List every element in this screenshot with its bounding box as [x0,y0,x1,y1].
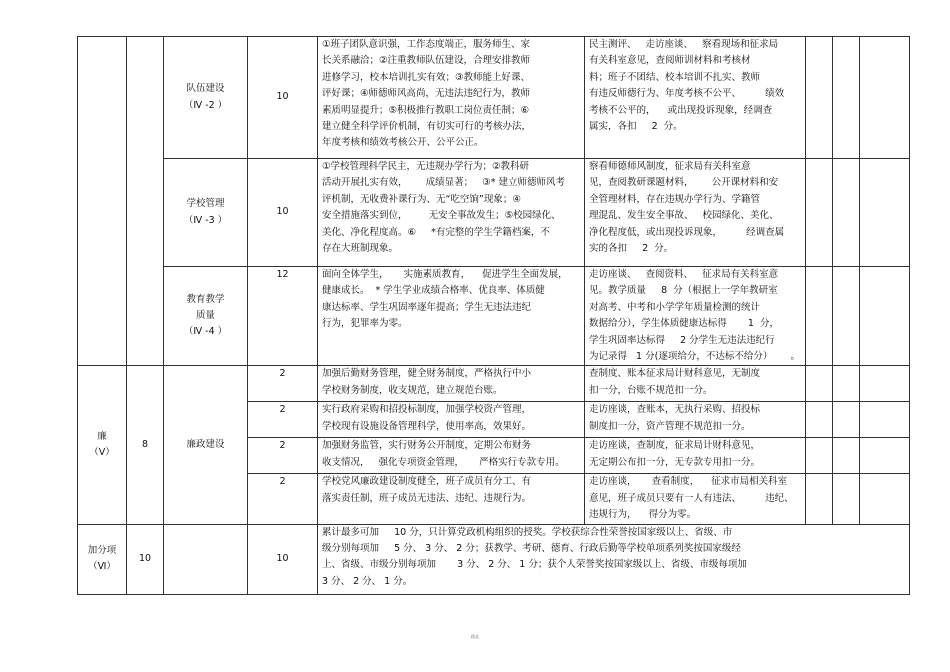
item-score: 2 [248,402,318,438]
item-score: 10 [248,159,318,267]
standard-text: 加强后勤财务管理，健全财务制度，严格执行中小 学校财务制度，收支规范，建立规范台账。 [318,366,585,402]
method-text: 走访座谈，查账本，无执行采购、招投标 制度扣一分，资产管理不规范扣一分。 [585,402,806,438]
blank-cell [833,438,860,474]
item-score: 12 [248,267,318,366]
item-name: 队伍建设 （Ⅳ -2 ） [164,37,248,159]
blank-cell [860,474,910,524]
item-name: 廉政建设 [164,366,248,524]
standard-text: 加强财务监管，实行财务公开制度，定期公布财务 收支情况， 强化专项资金管理， 严格实行专款专用。 [318,438,585,474]
blank-cell [833,366,860,402]
blank-cell [860,37,910,159]
blank-cell [806,438,833,474]
table-row [78,366,910,402]
blank-cell [860,402,910,438]
blank-cell [860,366,910,402]
standard-text: 实行政府采购和招投标制度，加强学校资产管理， 学校现有设施设备管理科学，使用率高，效果好。 [318,402,585,438]
table-row [78,524,910,594]
item-name: 学校管理 （Ⅳ -3 ） [164,159,248,267]
blank-cell [860,438,910,474]
standard-text: ①班子团队意识强，工作态度端正，服务师生、家 长关系融洽；②注重教师队伍建设，合理安排教师 进修学习，校本培训扎实有效；③教师能上好课、 评好课；④师德师风高尚，无违法违纪行为，教师 素质明显提升；⑤积极推行教职工岗位责任制；⑥ 建立健全科学评价机制，有切实可行的考核办法， 年度考核和绩效考核公开、公平公正。 [318,37,585,159]
blank-cell [806,474,833,524]
method-text: 走访座谈、 查阅资料、 征求局有关科室意 见。教学质量 8 分（根据上一学年教研室 对高考、中考和小学学年质量检测的统计 数据给分），学生体质健康达标得 1 分， 学生巩固率达标得 2 分学生无违法违纪行 为记录得 1 分(逐项给分，不达标不给分） 。 [585,267,806,366]
page-footer: 精品 [471,634,479,639]
item-score: 2 [248,366,318,402]
blank-cell [833,37,860,159]
standard-text: ①学校管理科学民主，无违规办学行为；②教科研 活动开展扎实有效， 成绩显著； ③* 建立师德师风考 评机制，无收费补课行为、无“吃空饷”现象；④ 安全措施落实到位， 无安全事故发生；⑤校园绿化、 美化、净化程度高。⑥ *有完整的学生学籍档案，不 存在大班制现象。 [318,159,585,267]
blank-cell [860,159,910,267]
category-name: 廉 （Ⅴ） [78,366,127,524]
item-score: 2 [248,438,318,474]
method-text: 民主测评、 走访座谈、 察看现场和征求局 有关科室意见，查阅师训材料和考核材 料；班子不团结、校本培训不扎实、教师 有违反师德行为、年度考核不公平、 绩效 考核不公平的， 或出现投诉现象，经调查 属实，各扣 2 分。 [585,37,806,159]
blank-cell [164,524,248,594]
item-score: 10 [248,524,318,594]
table-row [78,37,910,159]
standard-text: 面向全体学生， 实施素质教育， 促进学生全面发展， 健康成长。 * 学生学业成绩合格率、优良率、体质健 康达标率、学生巩固率逐年提高；学生无违法违纪 行为，犯罪率为零。 [318,267,585,366]
blank-cell [833,159,860,267]
blank-cell [806,37,833,159]
method-text: 走访座谈， 查看制度， 征求市局相关科室 意见，班子成员只要有一人有违法、 违纪、 违规行为， 得分为零。 [585,474,806,524]
item-score: 2 [248,474,318,524]
blank-cell [806,402,833,438]
category-weight: 10 [127,524,164,594]
evaluation-table [77,36,910,595]
method-text: 查制度、账本征求局计财科意见，无制度 扣一分，台账不规范扣一分。 [585,366,806,402]
blank-cell [833,267,860,366]
item-name: 教育教学 质量 （Ⅳ -4 ） [164,267,248,366]
blank-cell [860,267,910,366]
blank-cell [833,402,860,438]
category-weight: 8 [127,366,164,524]
blank-cell [806,366,833,402]
bonus-description: 累计最多可加 10 分，只计算党政机构组织的授奖。学校获综合性荣誉按国家级以上、省级、市 级分别每项加 5 分、 3 分、 2 分；获教学、考研、德育、行政后勤等学校单项系列奖按国家级经 上、省级、市级分别每项加 3 分、 2 分、 1 分；获个人荣誉奖按国家级以上、省级、市级每项加 3 分、 2 分、 1 分。 [318,524,910,594]
standard-text: 学校党风廉政建设制度健全，班子成员有分工、有 落实责任制，班子成员无违法、违纪、违规行为。 [318,474,585,524]
item-score: 10 [248,37,318,159]
blank-cell [806,159,833,267]
table-row [78,267,910,366]
table-row [78,159,910,267]
method-text: 走访座谈，查制度，征求局计财科意见， 无定期公布扣一分，无专款专用扣一分。 [585,438,806,474]
category-name: 加分项 （Ⅵ） [78,524,127,594]
weight-cell-empty [127,37,164,366]
blank-cell [833,474,860,524]
category-cell-empty [78,37,127,366]
blank-cell [806,267,833,366]
method-text: 察看师德师风制度，征求局有关科室意 见，查阅教研课题材料， 公开课材料和安 全管理材料，存在违规办学行为、学籍管 理混乱、发生安全事故、 校园绿化、美化、 净化程度低，或出现投诉现象， 经调查属 实的各扣 2 分。 [585,159,806,267]
